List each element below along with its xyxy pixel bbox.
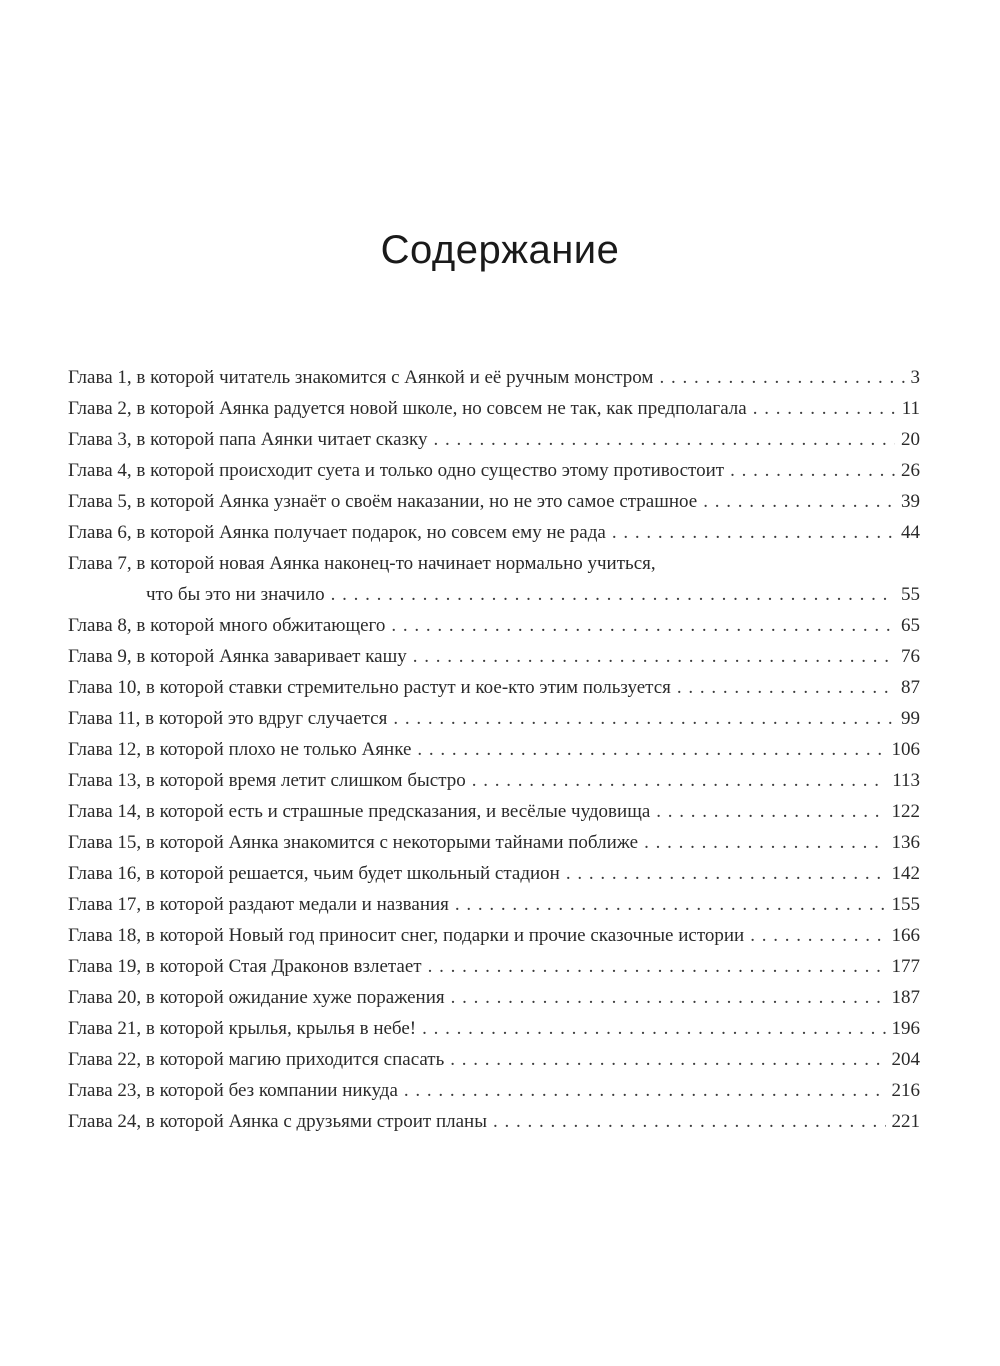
toc-entry	[68, 1013, 920, 1044]
toc-entry-title: Глава 19, в которой Стая Драконов взлетает	[68, 956, 422, 977]
toc-dot-leader	[472, 765, 886, 796]
toc-dot-leader	[428, 951, 886, 982]
toc-entry	[68, 951, 920, 982]
toc-page-number: 122	[891, 801, 920, 822]
toc-entry-title: Глава 7, в которой новая Аянка наконец-то начинает нормально учиться,	[68, 553, 656, 574]
toc-page-number: 196	[891, 1018, 920, 1039]
toc-page-number: 177	[891, 956, 920, 977]
toc-page-number: 106	[891, 739, 920, 760]
toc-entry-title: Глава 14, в которой есть и страшные предсказания, и весёлые чудовища	[68, 801, 651, 822]
toc-entry-title: Глава 22, в которой магию приходится спасать	[68, 1049, 445, 1070]
toc-page-number: 65	[901, 615, 920, 636]
toc-dot-leader	[455, 889, 886, 920]
toc-page-number: 39	[901, 491, 920, 512]
toc-page-number: 99	[901, 708, 920, 729]
toc-entry-title: Глава 1, в которой читатель знакомится с Аянкой и её ручным монстром	[68, 367, 654, 388]
toc-entry	[68, 889, 920, 920]
toc-dot-leader	[703, 486, 895, 517]
toc-entry	[68, 703, 920, 734]
toc-page-number: 26	[901, 460, 920, 481]
toc-entry-continuation	[68, 579, 920, 610]
toc-entry	[68, 455, 920, 486]
toc-dot-leader	[434, 424, 895, 455]
toc-entry-title: Глава 2, в которой Аянка радуется новой школе, но совсем не так, как предполагала	[68, 398, 747, 419]
toc-page-number: 204	[891, 1049, 920, 1070]
toc-page-number: 155	[891, 894, 920, 915]
toc-entry-title: Глава 12, в которой плохо не только Аянке	[68, 739, 412, 760]
toc-entry	[68, 548, 920, 579]
toc-entry-title: Глава 16, в которой решается, чьим будет школьный стадион	[68, 863, 560, 884]
toc-entry-title: Глава 10, в которой ставки стремительно растут и кое-кто этим пользуется	[68, 677, 671, 698]
toc-page-number: 87	[901, 677, 920, 698]
toc-entry-title: Глава 24, в которой Аянка с друзьями строит планы	[68, 1111, 487, 1132]
toc-dot-leader	[656, 796, 885, 827]
toc-page-number: 3	[910, 367, 920, 388]
toc-entry	[68, 982, 920, 1013]
toc-entry	[68, 672, 920, 703]
toc-dot-leader	[413, 641, 895, 672]
toc-entry	[68, 362, 920, 393]
toc-dot-leader	[451, 982, 886, 1013]
toc-page-number: 216	[891, 1080, 920, 1101]
toc-dot-leader	[331, 579, 895, 610]
toc-page-number: 136	[891, 832, 920, 853]
toc-entry	[68, 858, 920, 889]
table-of-contents	[68, 362, 920, 1137]
toc-entry	[68, 1075, 920, 1106]
toc-dot-leader	[753, 393, 896, 424]
toc-entry	[68, 486, 920, 517]
toc-entry-title: Глава 20, в которой ожидание хуже поражения	[68, 987, 445, 1008]
toc-entry	[68, 610, 920, 641]
toc-dot-leader	[493, 1106, 886, 1137]
toc-dot-leader	[644, 827, 885, 858]
toc-entry-title: что бы это ни значило	[146, 584, 325, 605]
toc-dot-leader	[422, 1013, 885, 1044]
toc-entry	[68, 920, 920, 951]
toc-entry	[68, 734, 920, 765]
toc-dot-leader	[750, 920, 885, 951]
toc-page-number: 187	[891, 987, 920, 1008]
toc-entry	[68, 1106, 920, 1137]
toc-entry	[68, 424, 920, 455]
toc-dot-leader	[730, 455, 895, 486]
toc-entry-title: Глава 18, в которой Новый год приносит снег, подарки и прочие сказочные истории	[68, 925, 745, 946]
toc-page-number: 142	[891, 863, 920, 884]
toc-page-number: 113	[892, 770, 920, 791]
toc-entry-title: Глава 4, в которой происходит суета и только одно существо этому противостоит	[68, 460, 725, 481]
toc-page-number: 166	[891, 925, 920, 946]
toc-entry-title: Глава 21, в которой крылья, крылья в небе!	[68, 1018, 417, 1039]
toc-entry-title: Глава 13, в которой время летит слишком быстро	[68, 770, 466, 791]
toc-dot-leader	[612, 517, 895, 548]
toc-entry-title: Глава 5, в которой Аянка узнаёт о своём наказании, но не это самое страшное	[68, 491, 698, 512]
toc-dot-leader	[393, 703, 895, 734]
toc-dot-leader	[450, 1044, 885, 1075]
toc-entry-title: Глава 3, в которой папа Аянки читает сказку	[68, 429, 428, 450]
toc-page-number: 221	[891, 1111, 920, 1132]
page-title: Содержание	[380, 228, 620, 272]
toc-entry-title: Глава 17, в которой раздают медали и названия	[68, 894, 449, 915]
toc-page-number: 20	[901, 429, 920, 450]
toc-dot-leader	[404, 1075, 886, 1106]
toc-entry-title: Глава 23, в которой без компании никуда	[68, 1080, 398, 1101]
toc-dot-leader	[659, 362, 904, 393]
toc-entry	[68, 796, 920, 827]
toc-entry-title: Глава 11, в которой это вдруг случается	[68, 708, 388, 729]
toc-dot-leader	[566, 858, 886, 889]
toc-dot-leader	[677, 672, 895, 703]
toc-dot-leader	[391, 610, 895, 641]
toc-entry-title: Глава 9, в которой Аянка заваривает кашу	[68, 646, 407, 667]
toc-entry-title: Глава 6, в которой Аянка получает подарок, но совсем ему не рада	[68, 522, 606, 543]
toc-entry	[68, 393, 920, 424]
toc-page-number: 44	[901, 522, 920, 543]
toc-entry	[68, 517, 920, 548]
toc-entry-title: Глава 15, в которой Аянка знакомится с некоторыми тайнами поближе	[68, 832, 639, 853]
toc-entry	[68, 1044, 920, 1075]
toc-page-number: 55	[901, 584, 920, 605]
toc-entry	[68, 827, 920, 858]
toc-entry-title: Глава 8, в которой много обжитающего	[68, 615, 386, 636]
toc-entry	[68, 765, 920, 796]
toc-dot-leader	[417, 734, 885, 765]
toc-page-number: 11	[901, 398, 920, 419]
toc-entry	[68, 641, 920, 672]
toc-page-number: 76	[901, 646, 920, 667]
